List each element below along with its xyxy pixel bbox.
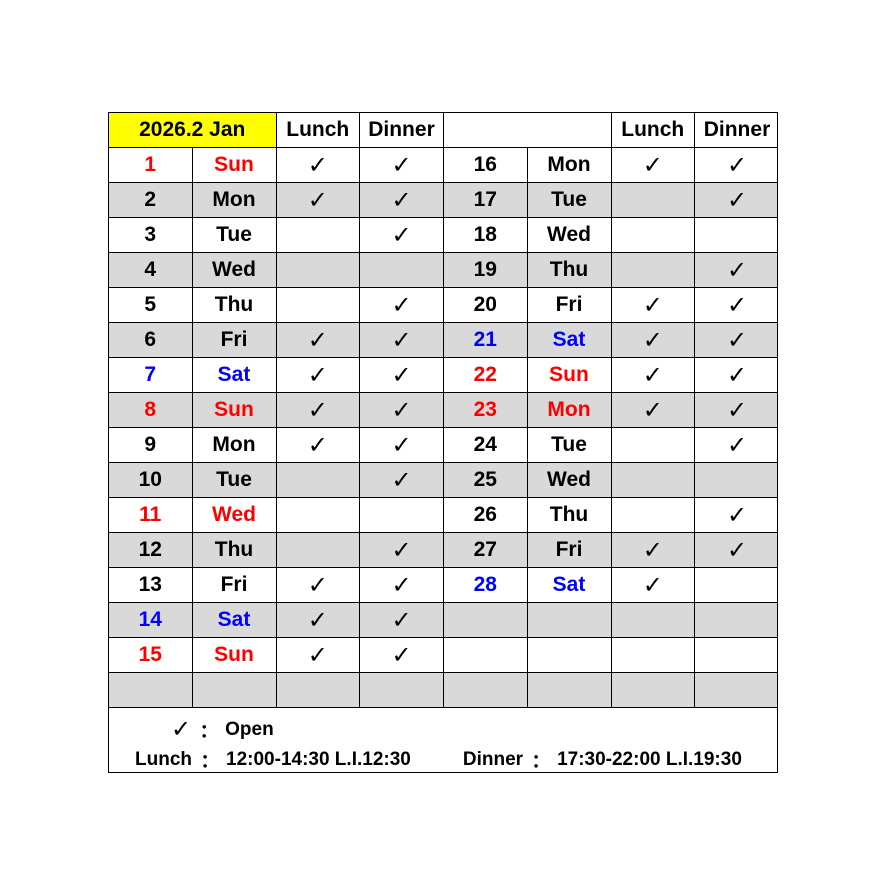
table-row	[109, 253, 777, 288]
lunch-cell-right	[612, 218, 696, 252]
lunch-header-right: Lunch	[612, 113, 696, 147]
dinner-open-check-icon: ✓	[726, 431, 748, 459]
dinner-open-check-icon: ✓	[726, 256, 748, 284]
legend-open-label: Open	[225, 718, 274, 740]
date-cell-left: 5	[109, 288, 193, 322]
check-icon: ✓	[171, 716, 192, 743]
blank-header	[444, 113, 612, 147]
date-cell-right: 21	[444, 323, 528, 357]
date-cell-right: 22	[444, 358, 528, 392]
dinner-open-check-icon: ✓	[360, 428, 444, 462]
dinner-cell-left	[360, 673, 444, 707]
dinner-open-check-icon: ✓	[726, 151, 748, 179]
dinner-open-check-icon: ✓	[360, 358, 444, 392]
lunch-open-check-icon: ✓	[612, 533, 696, 567]
lunch-cell-right	[612, 253, 696, 287]
legend-dinner-label: Dinner	[462, 748, 524, 770]
table-row	[109, 358, 777, 393]
weekday-cell-left: Sun	[193, 148, 277, 182]
dinner-open-check-icon: ✓	[726, 326, 748, 354]
date-cell-right	[444, 673, 528, 707]
date-cell-left: 8	[109, 393, 193, 427]
table-row	[109, 638, 777, 673]
calendar-table	[108, 112, 778, 773]
lunch-open-check-icon: ✓	[277, 148, 361, 182]
legend-open-line	[171, 714, 274, 745]
lunch-cell-left	[277, 253, 361, 287]
weekday-cell-right	[528, 603, 612, 637]
date-cell-right	[444, 603, 528, 637]
lunch-cell-right	[612, 603, 696, 637]
date-cell-left: 13	[109, 568, 193, 602]
date-cell-right: 18	[444, 218, 528, 252]
lunch-open-check-icon: ✓	[612, 288, 696, 322]
date-cell-right: 19	[444, 253, 528, 287]
table-row	[109, 288, 777, 323]
weekday-cell-right: Mon	[528, 393, 612, 427]
weekday-cell-right: Thu	[528, 253, 612, 287]
date-cell-left: 2	[109, 183, 193, 217]
legend-dinner-hours: 17:30-22:00 L.I.19:30	[557, 748, 742, 770]
dinner-open-check-icon: ✓	[726, 536, 748, 564]
date-cell-left: 11	[109, 498, 193, 532]
weekday-cell-left: Fri	[193, 323, 277, 357]
weekday-cell-left: Sun	[193, 393, 277, 427]
weekday-cell-left: Thu	[193, 533, 277, 567]
weekday-cell-left: Tue	[193, 218, 277, 252]
weekday-cell-right: Wed	[528, 463, 612, 497]
legend-colon: ：	[531, 748, 554, 773]
weekday-cell-left: Mon	[193, 428, 277, 462]
date-cell-left: 4	[109, 253, 193, 287]
dinner-cell-left	[360, 253, 444, 287]
weekday-cell-right: Wed	[528, 218, 612, 252]
dinner-open-check-icon: ✓	[726, 501, 748, 529]
dinner-cell-right	[695, 218, 779, 252]
date-cell-left: 14	[109, 603, 193, 637]
table-row	[109, 148, 777, 183]
weekday-cell-right: Sun	[528, 358, 612, 392]
date-cell-right: 26	[444, 498, 528, 532]
dinner-open-check-icon: ✓	[360, 638, 444, 672]
table-row	[109, 183, 777, 218]
table-row	[109, 323, 777, 358]
date-cell-right: 27	[444, 533, 528, 567]
legend-lunch-hours: 12:00-14:30 L.I.12:30	[226, 748, 411, 770]
date-cell-left: 12	[109, 533, 193, 567]
weekday-cell-left: Sat	[193, 603, 277, 637]
dinner-cell-right	[695, 673, 779, 707]
weekday-cell-right: Sat	[528, 323, 612, 357]
lunch-cell-left	[277, 218, 361, 252]
date-cell-left: 3	[109, 218, 193, 252]
dinner-open-check-icon: ✓	[726, 361, 748, 389]
legend	[109, 708, 777, 772]
header-row	[109, 113, 777, 148]
lunch-open-check-icon: ✓	[277, 638, 361, 672]
date-cell-right: 17	[444, 183, 528, 217]
dinner-open-check-icon: ✓	[726, 291, 748, 319]
weekday-cell-right: Mon	[528, 148, 612, 182]
legend-lunch-label: Lunch	[135, 748, 192, 770]
dinner-cell-right	[695, 568, 779, 602]
table-row	[109, 498, 777, 533]
weekday-cell-right: Sat	[528, 568, 612, 602]
weekday-cell-right: Fri	[528, 288, 612, 322]
dinner-open-check-icon: ✓	[360, 148, 444, 182]
dinner-open-check-icon: ✓	[360, 603, 444, 637]
weekday-cell-left: Mon	[193, 183, 277, 217]
dinner-open-check-icon: ✓	[360, 323, 444, 357]
weekday-cell-left: Sat	[193, 358, 277, 392]
weekday-cell-left: Fri	[193, 568, 277, 602]
weekday-cell-right: Thu	[528, 498, 612, 532]
dinner-open-check-icon: ✓	[360, 393, 444, 427]
dinner-open-check-icon: ✓	[726, 396, 748, 424]
lunch-header-left: Lunch	[277, 113, 361, 147]
lunch-cell-left	[277, 463, 361, 497]
lunch-open-check-icon: ✓	[612, 148, 696, 182]
weekday-cell-left: Tue	[193, 463, 277, 497]
dinner-cell-right	[695, 603, 779, 637]
weekday-cell-right	[528, 638, 612, 672]
date-cell-left: 15	[109, 638, 193, 672]
calendar-rows	[109, 148, 777, 708]
dinner-open-check-icon: ✓	[360, 218, 444, 252]
legend-colon: ：	[199, 718, 222, 743]
weekday-cell-left: Sun	[193, 638, 277, 672]
weekday-cell-right: Tue	[528, 183, 612, 217]
date-cell-right: 23	[444, 393, 528, 427]
lunch-open-check-icon: ✓	[612, 358, 696, 392]
legend-hours-line	[135, 744, 775, 775]
dinner-header-left: Dinner	[360, 113, 444, 147]
weekday-cell-right	[528, 673, 612, 707]
lunch-open-check-icon: ✓	[277, 323, 361, 357]
table-row	[109, 603, 777, 638]
dinner-cell-left	[360, 498, 444, 532]
lunch-cell-right	[612, 673, 696, 707]
date-cell-right: 16	[444, 148, 528, 182]
table-row	[109, 533, 777, 568]
legend-colon: ：	[200, 748, 223, 773]
lunch-cell-right	[612, 428, 696, 462]
table-row	[109, 673, 777, 708]
lunch-open-check-icon: ✓	[612, 568, 696, 602]
table-row	[109, 218, 777, 253]
lunch-cell-right	[612, 638, 696, 672]
lunch-cell-left	[277, 533, 361, 567]
dinner-open-check-icon: ✓	[726, 186, 748, 214]
date-cell-left: 10	[109, 463, 193, 497]
weekday-cell-left: Wed	[193, 498, 277, 532]
lunch-open-check-icon: ✓	[277, 393, 361, 427]
table-row	[109, 428, 777, 463]
dinner-cell-right	[695, 638, 779, 672]
lunch-cell-right	[612, 498, 696, 532]
date-cell-right	[444, 638, 528, 672]
date-cell-right: 20	[444, 288, 528, 322]
lunch-cell-left	[277, 673, 361, 707]
lunch-cell-right	[612, 183, 696, 217]
table-row	[109, 393, 777, 428]
date-cell-right: 28	[444, 568, 528, 602]
lunch-cell-left	[277, 498, 361, 532]
dinner-open-check-icon: ✓	[360, 568, 444, 602]
weekday-cell-left: Wed	[193, 253, 277, 287]
lunch-open-check-icon: ✓	[277, 358, 361, 392]
date-cell-left: 6	[109, 323, 193, 357]
lunch-open-check-icon: ✓	[277, 183, 361, 217]
lunch-cell-left	[277, 288, 361, 322]
month-title: 2026.2 Jan	[109, 113, 277, 147]
weekday-cell-right: Fri	[528, 533, 612, 567]
date-cell-left: 1	[109, 148, 193, 182]
dinner-header-right: Dinner	[703, 118, 771, 141]
table-row	[109, 568, 777, 603]
dinner-open-check-icon: ✓	[360, 533, 444, 567]
date-cell-left	[109, 673, 193, 707]
weekday-cell-left	[193, 673, 277, 707]
date-cell-right: 24	[444, 428, 528, 462]
dinner-cell-right	[695, 463, 779, 497]
date-cell-right: 25	[444, 463, 528, 497]
lunch-open-check-icon: ✓	[612, 323, 696, 357]
lunch-open-check-icon: ✓	[277, 568, 361, 602]
lunch-cell-right	[612, 463, 696, 497]
weekday-cell-left: Thu	[193, 288, 277, 322]
dinner-open-check-icon: ✓	[360, 288, 444, 322]
table-row	[109, 463, 777, 498]
dinner-open-check-icon: ✓	[360, 183, 444, 217]
dinner-open-check-icon: ✓	[360, 463, 444, 497]
lunch-open-check-icon: ✓	[612, 393, 696, 427]
weekday-cell-right: Tue	[528, 428, 612, 462]
lunch-open-check-icon: ✓	[277, 428, 361, 462]
date-cell-left: 9	[109, 428, 193, 462]
date-cell-left: 7	[109, 358, 193, 392]
lunch-open-check-icon: ✓	[277, 603, 361, 637]
